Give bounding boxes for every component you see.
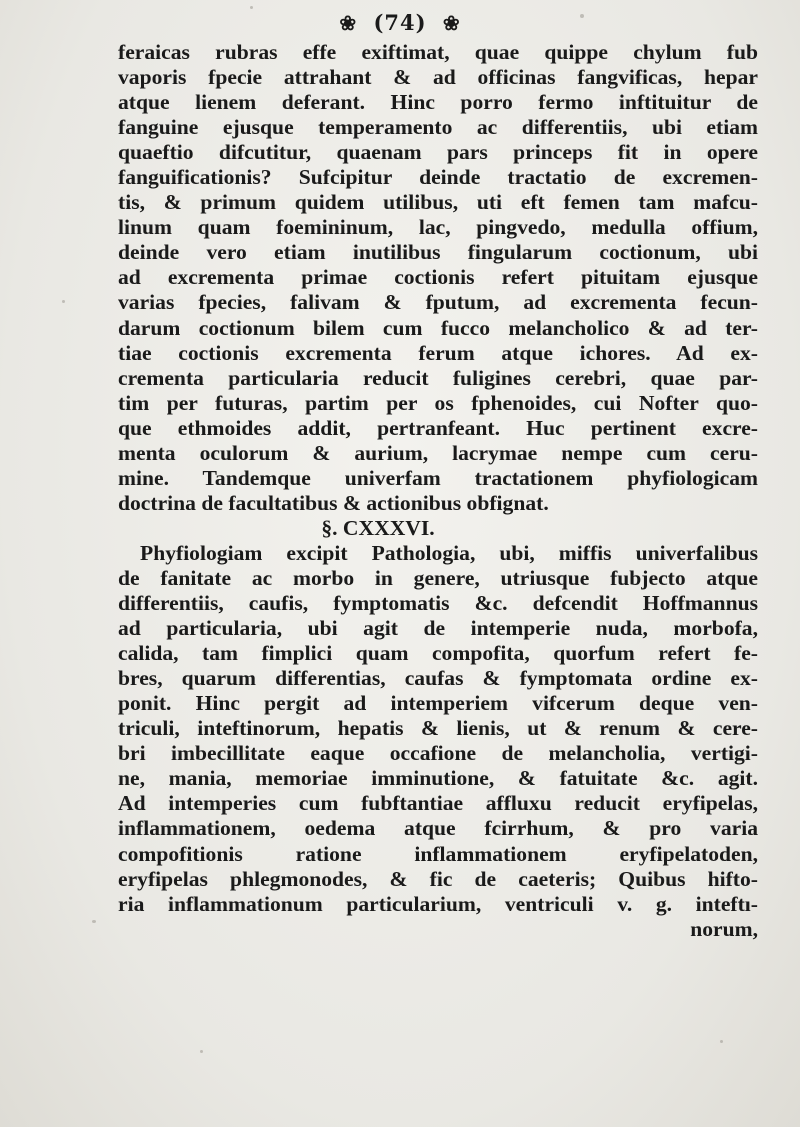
section-text-line: bres, quarum differentias, caufas & fymptomata ordine ex- (118, 666, 758, 691)
ornament-right-icon: ❀ (442, 10, 461, 35)
text-line: darum coctionum bilem cum fucco melancholico & ad ter- (118, 315, 758, 340)
paper-speck (200, 1050, 203, 1053)
section-text-line: Ad intemperies cum fubftantiae affluxu reducit eryfipelas, (118, 791, 758, 816)
section-text-line: ne, mania, memoriae imminutione, & fatuitate &c. agit. (118, 766, 758, 791)
text-line: varias fpecies, falivam & fputum, ad excrementa fecun- (118, 290, 758, 315)
text-line: fanguificationis? Sufcipitur deinde tractatio de excremen- (118, 165, 758, 190)
text-line: tim per futuras, partim per os fphenoides, cui Nofter quo- (118, 390, 758, 415)
catchword: norum, (690, 916, 758, 941)
section-text-line: triculi, inteftinorum, hepatis & lienis, ut & renum & cere- (118, 716, 758, 741)
paper-speck (62, 300, 65, 303)
paper-speck (580, 14, 584, 18)
text-line: ad excrementa primae coctionis refert pituitam ejusque (118, 265, 758, 290)
text-line: que ethmoides addit, pertranfeant. Huc pertinent excre- (118, 415, 758, 440)
section-text-line: ad particularia, ubi agit de intemperie nuda, morbofa, (118, 616, 758, 641)
text-line: quaeftio difcutitur, quaenam pars princeps fit in opere (118, 140, 758, 165)
section-text-line: Phyfiologiam excipit Pathologia, ubi, miffis univerfalibus (140, 540, 758, 565)
section-text-line: compofitionis ratione inflammationem eryfipelatoden, (118, 841, 758, 866)
section-text-line: ponit. Hinc pergit ad intemperiem vifcerum deque ven- (118, 691, 758, 716)
text-line: doctrina de facultatibus & actionibus obfignat. (118, 490, 549, 515)
text-line: atque lienem deferant. Hinc porro fermo inftituitur de (118, 90, 758, 115)
text-line: tis, & primum quidem utilibus, uti eft femen tam mafcu- (118, 190, 758, 215)
section-heading: §. CXXXVI. (321, 515, 435, 540)
text-line: vaporis fpecie attrahant & ad officinas fangvificas, hepar (118, 65, 758, 90)
section-text-line: calida, tam fimplici quam compofita, quorfum refert fe- (118, 641, 758, 666)
text-line: linum quam foemininum, lac, pingvedo, medulla offium, (118, 215, 758, 240)
section-text-line: inflammationem, oedema atque fcirrhum, & pro varia (118, 816, 758, 841)
text-line: mine. Tandemque univerfam tractationem phyfiologicam (118, 465, 758, 490)
page-number: (74) (373, 10, 427, 35)
page-text (118, 40, 758, 942)
paper-speck (250, 6, 253, 9)
paper-speck (92, 920, 96, 923)
section-text-line: eryfipelas phlegmonodes, & fic de caeteris; Quibus hifto- (118, 866, 758, 891)
text-line: tiae coctionis excrementa ferum atque ichores. Ad ex- (118, 340, 758, 365)
text-line: crementa particularia reducit fuligines cerebri, quae par- (118, 365, 758, 390)
section-text-line: ria inflammationum particularium, ventriculi v. g. inteftı- (118, 891, 758, 916)
text-line: fanguine ejusque temperamento ac differentiis, ubi etiam (118, 115, 758, 140)
text-line: feraicas rubras effe exiftimat, quae quippe chylum fub (118, 40, 758, 64)
section-text-line: differentiis, caufis, fymptomatis &c. defcendit Hoffmannus (118, 591, 758, 616)
text-line: deinde vero etiam inutilibus fingularum coctionum, ubi (118, 240, 758, 265)
page-header (0, 8, 800, 35)
section-text-line: de fanitate ac morbo in genere, utriusque fubjecto atque (118, 565, 758, 590)
section-text-line: bri imbecillitate eaque occafione de melancholia, vertigi- (118, 741, 758, 766)
text-line: menta oculorum & aurium, lacrymae nempe cum ceru- (118, 440, 758, 465)
paper-speck (720, 1040, 723, 1043)
ornament-left-icon: ❀ (339, 10, 358, 35)
